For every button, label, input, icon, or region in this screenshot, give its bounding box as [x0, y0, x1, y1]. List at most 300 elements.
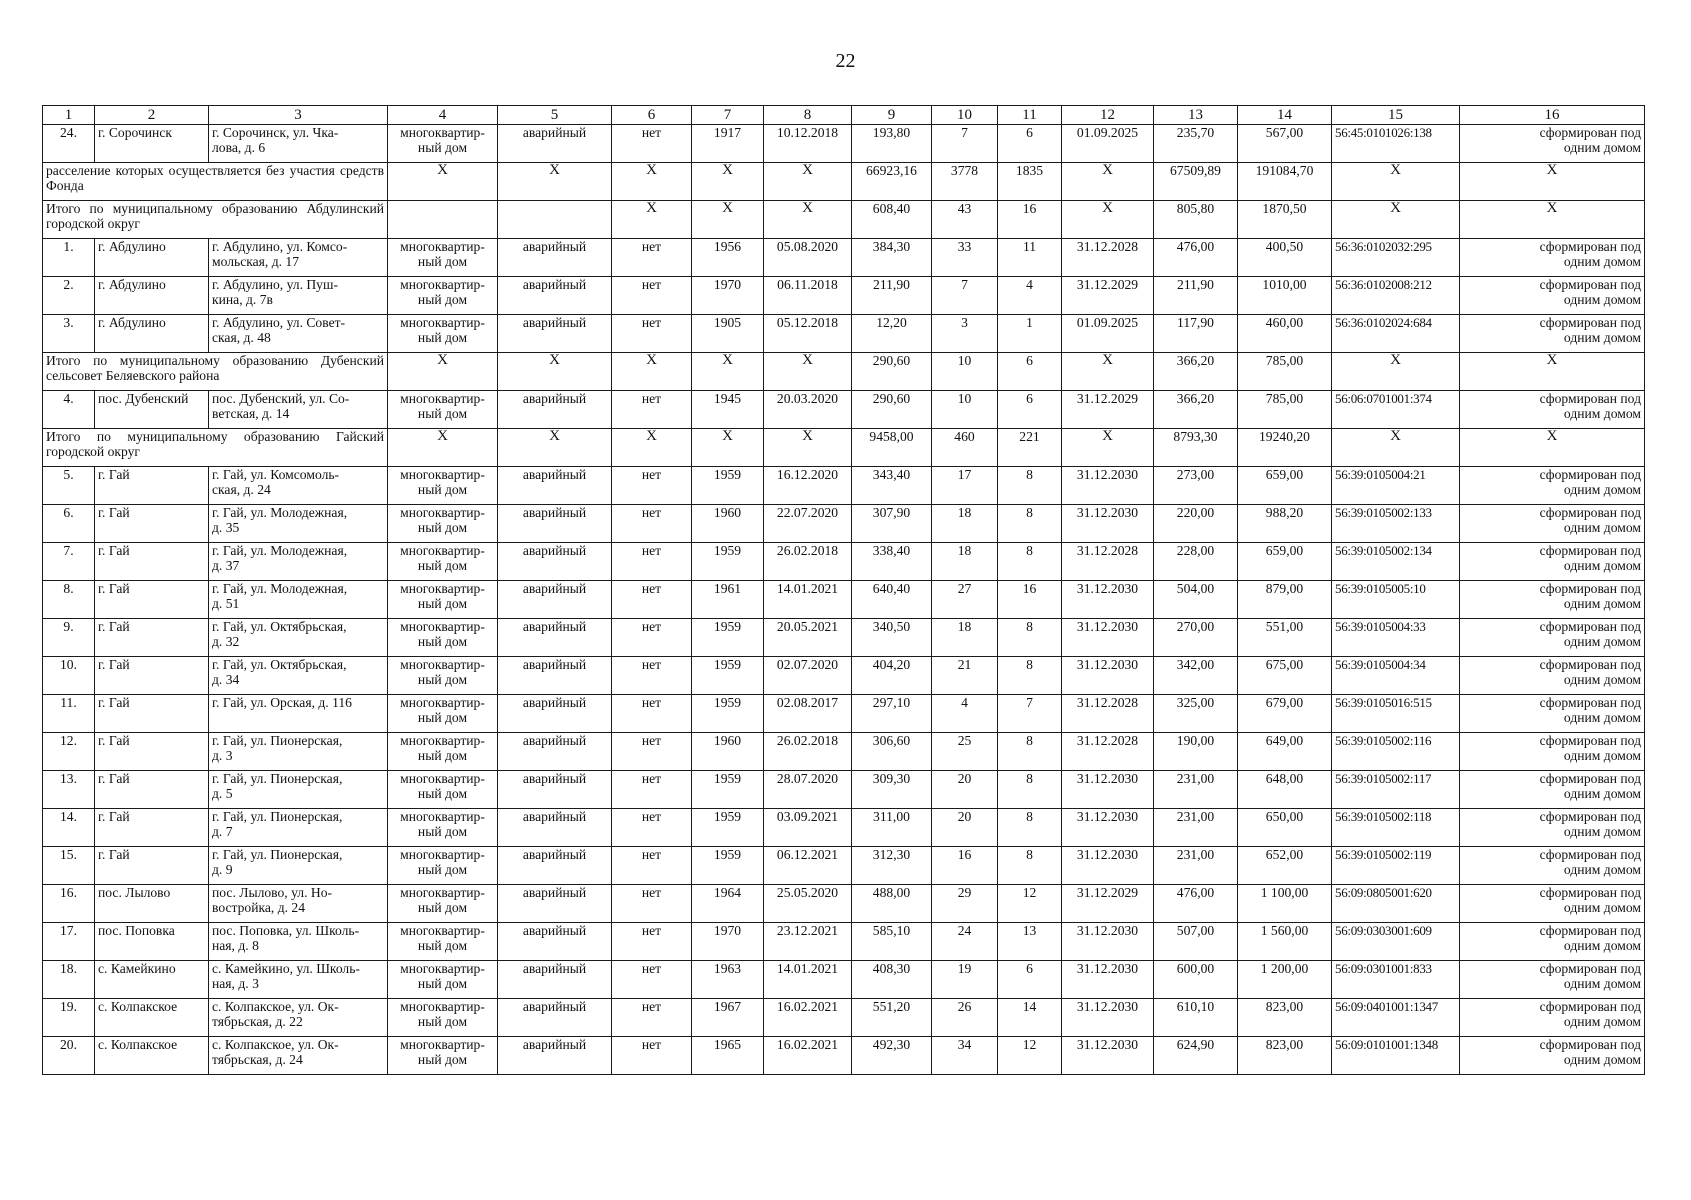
- x-mark: X: [612, 163, 692, 201]
- flag-cell: нет: [612, 391, 692, 429]
- address-cell: [209, 733, 388, 771]
- address-cell-line: с. Колпакское, ул. Ок-: [212, 1037, 339, 1052]
- planned-date-cell: 31.12.2030: [1062, 961, 1154, 999]
- status-cell: аварийный: [498, 657, 612, 695]
- table-row: [43, 239, 1645, 277]
- settlement-cell: г. Гай: [95, 505, 209, 543]
- house-type-cell: [388, 847, 498, 885]
- settlement-cell: г. Гай: [95, 581, 209, 619]
- x-mark: X: [1460, 201, 1645, 239]
- people-cell: 18: [932, 543, 998, 581]
- settlement-cell: пос. Дубенский: [95, 391, 209, 429]
- land-plot-result-cell-line: одним домом: [1563, 596, 1641, 611]
- subtotal-label: Итого по муниципальному образованию Абдулинский городской округ: [43, 201, 388, 239]
- address-cell-line: д. 3: [212, 748, 233, 763]
- year-cell: 1959: [692, 695, 764, 733]
- land-plot-result-cell-line: одним домом: [1563, 1052, 1641, 1067]
- settlement-cell: с. Колпакское: [95, 999, 209, 1037]
- address-cell-line: тябрьская, д. 24: [212, 1052, 303, 1067]
- year-cell: 1961: [692, 581, 764, 619]
- house-type-cell: [388, 809, 498, 847]
- year-cell: 1959: [692, 619, 764, 657]
- house-type-cell-line: ный дом: [417, 292, 468, 307]
- land-plot-result-cell-line: сформирован под: [1539, 885, 1641, 900]
- planned-date-cell: 31.12.2030: [1062, 619, 1154, 657]
- address-cell-line: ная, д. 3: [212, 976, 259, 991]
- status-cell: аварийный: [498, 847, 612, 885]
- cadastral-number-cell: 56:39:0105002:119: [1332, 847, 1460, 885]
- house-type-cell: [388, 467, 498, 505]
- table-row: [43, 125, 1645, 163]
- house-type-cell-line: ный дом: [417, 862, 468, 877]
- flag-cell: нет: [612, 543, 692, 581]
- flag-cell: нет: [612, 1037, 692, 1075]
- land-plot-result-cell: [1460, 543, 1645, 581]
- recognition-date-cell: 20.05.2021: [764, 619, 852, 657]
- house-type-cell: [388, 885, 498, 923]
- address-cell-line: г. Гай, ул. Молодежная,: [212, 543, 348, 558]
- settlement-cell: с. Камейкино: [95, 961, 209, 999]
- year-cell: 1959: [692, 847, 764, 885]
- settlement-cell: г. Гай: [95, 657, 209, 695]
- column-header: 2: [95, 106, 209, 125]
- cadastral-number-cell: 56:09:0805001:620: [1332, 885, 1460, 923]
- people-cell: 34: [932, 1037, 998, 1075]
- row-number: 10.: [43, 657, 95, 695]
- col13-cell: 117,90: [1154, 315, 1238, 353]
- col13-cell: 231,00: [1154, 847, 1238, 885]
- status-cell: аварийный: [498, 543, 612, 581]
- land-plot-result-cell-line: одним домом: [1563, 558, 1641, 573]
- column-header: 8: [764, 106, 852, 125]
- col14-cell: 649,00: [1238, 733, 1332, 771]
- status-cell: аварийный: [498, 505, 612, 543]
- land-plot-result-cell-line: сформирован под: [1539, 695, 1641, 710]
- table-row: [43, 695, 1645, 733]
- address-cell: [209, 125, 388, 163]
- subtotal-rooms: 221: [998, 429, 1062, 467]
- status-cell: аварийный: [498, 1037, 612, 1075]
- address-cell-line: ветская, д. 14: [212, 406, 290, 421]
- status-cell: аварийный: [498, 923, 612, 961]
- planned-date-cell: 01.09.2025: [1062, 315, 1154, 353]
- year-cell: 1959: [692, 809, 764, 847]
- year-cell: 1956: [692, 239, 764, 277]
- address-cell-line: ская, д. 24: [212, 482, 271, 497]
- recognition-date-cell: 26.02.2018: [764, 543, 852, 581]
- land-plot-result-cell-line: сформирован под: [1539, 961, 1641, 976]
- address-cell: [209, 695, 388, 733]
- x-mark: X: [764, 429, 852, 467]
- address-cell-line: востройка, д. 24: [212, 900, 306, 915]
- subtotal-row: [43, 163, 1645, 201]
- address-cell-line: д. 34: [212, 672, 240, 687]
- land-plot-result-cell-line: одним домом: [1563, 406, 1641, 421]
- recognition-date-cell: 23.12.2021: [764, 923, 852, 961]
- col14-cell: 988,20: [1238, 505, 1332, 543]
- col14-cell: 1 200,00: [1238, 961, 1332, 999]
- address-cell-line: г. Гай, ул. Пионерская,: [212, 771, 343, 786]
- people-cell: 24: [932, 923, 998, 961]
- land-plot-result-cell: [1460, 923, 1645, 961]
- status-cell: аварийный: [498, 391, 612, 429]
- address-cell-line: кина, д. 7в: [212, 292, 273, 307]
- subtotal-row: [43, 353, 1645, 391]
- recognition-date-cell: 16.02.2021: [764, 1037, 852, 1075]
- flag-cell: нет: [612, 239, 692, 277]
- area-cell: 384,30: [852, 239, 932, 277]
- flag-cell: нет: [612, 619, 692, 657]
- recognition-date-cell: 22.07.2020: [764, 505, 852, 543]
- rooms-cell: 11: [998, 239, 1062, 277]
- cadastral-number-cell: 56:06:0701001:374: [1332, 391, 1460, 429]
- address-cell: [209, 239, 388, 277]
- x-mark: X: [612, 429, 692, 467]
- planned-date-cell: 31.12.2030: [1062, 1037, 1154, 1075]
- cadastral-number-cell: 56:39:0105002:118: [1332, 809, 1460, 847]
- x-mark: X: [692, 163, 764, 201]
- people-cell: 4: [932, 695, 998, 733]
- people-cell: 29: [932, 885, 998, 923]
- house-type-cell-line: многоквартир-: [400, 391, 485, 406]
- year-cell: 1964: [692, 885, 764, 923]
- table-row: [43, 391, 1645, 429]
- land-plot-result-cell-line: одним домом: [1563, 786, 1641, 801]
- address-cell-line: ская, д. 48: [212, 330, 271, 345]
- rooms-cell: 8: [998, 771, 1062, 809]
- col13-cell: 624,90: [1154, 1037, 1238, 1075]
- people-cell: 26: [932, 999, 998, 1037]
- house-type-cell-line: ный дом: [417, 1014, 468, 1029]
- recognition-date-cell: 26.02.2018: [764, 733, 852, 771]
- subtotal-rooms: 1835: [998, 163, 1062, 201]
- address-cell-line: г. Гай, ул. Пионерская,: [212, 809, 343, 824]
- area-cell: 488,00: [852, 885, 932, 923]
- subtotal-col13: 805,80: [1154, 201, 1238, 239]
- land-plot-result-cell-line: одним домом: [1563, 748, 1641, 763]
- table-row: [43, 581, 1645, 619]
- address-cell-line: г. Гай, ул. Пионерская,: [212, 847, 343, 862]
- status-cell: аварийный: [498, 809, 612, 847]
- house-type-cell-line: многоквартир-: [400, 885, 485, 900]
- house-type-cell-line: ный дом: [417, 520, 468, 535]
- col13-cell: 211,90: [1154, 277, 1238, 315]
- year-cell: 1905: [692, 315, 764, 353]
- x-mark: X: [1332, 353, 1460, 391]
- cadastral-number-cell: 56:09:0101001:1348: [1332, 1037, 1460, 1075]
- address-cell-line: лова, д. 6: [212, 140, 266, 155]
- col13-cell: 610,10: [1154, 999, 1238, 1037]
- land-plot-result-cell-line: сформирован под: [1539, 999, 1641, 1014]
- empty-cell: [498, 201, 612, 239]
- address-cell: [209, 961, 388, 999]
- table-row: [43, 619, 1645, 657]
- cadastral-number-cell: 56:39:0105002:133: [1332, 505, 1460, 543]
- settlement-cell: г. Гай: [95, 467, 209, 505]
- land-plot-result-cell-line: сформирован под: [1539, 391, 1641, 406]
- row-number: 14.: [43, 809, 95, 847]
- land-plot-result-cell: [1460, 467, 1645, 505]
- house-type-cell: [388, 277, 498, 315]
- table-row: [43, 771, 1645, 809]
- column-header: 16: [1460, 106, 1645, 125]
- house-type-cell-line: ный дом: [417, 482, 468, 497]
- col13-cell: 366,20: [1154, 391, 1238, 429]
- status-cell: аварийный: [498, 695, 612, 733]
- address-cell-line: г. Абдулино, ул. Совет-: [212, 315, 346, 330]
- col14-cell: 659,00: [1238, 467, 1332, 505]
- subtotal-col14: 19240,20: [1238, 429, 1332, 467]
- address-cell: [209, 885, 388, 923]
- column-header: 13: [1154, 106, 1238, 125]
- land-plot-result-cell-line: сформирован под: [1539, 657, 1641, 672]
- flag-cell: нет: [612, 999, 692, 1037]
- subtotal-area: 608,40: [852, 201, 932, 239]
- house-type-cell-line: многоквартир-: [400, 657, 485, 672]
- address-cell-line: д. 9: [212, 862, 233, 877]
- year-cell: 1970: [692, 277, 764, 315]
- status-cell: аварийный: [498, 581, 612, 619]
- rooms-cell: 8: [998, 543, 1062, 581]
- rooms-cell: 6: [998, 125, 1062, 163]
- col14-cell: 1 100,00: [1238, 885, 1332, 923]
- land-plot-result-cell-line: одним домом: [1563, 254, 1641, 269]
- cadastral-number-cell: 56:36:0102024:684: [1332, 315, 1460, 353]
- x-mark: X: [1332, 163, 1460, 201]
- house-type-cell-line: ный дом: [417, 1052, 468, 1067]
- subtotal-col14: 191084,70: [1238, 163, 1332, 201]
- address-cell: [209, 619, 388, 657]
- area-cell: 290,60: [852, 391, 932, 429]
- table-row: [43, 885, 1645, 923]
- row-number: 18.: [43, 961, 95, 999]
- col13-cell: 476,00: [1154, 885, 1238, 923]
- column-header: 14: [1238, 106, 1332, 125]
- x-mark: X: [692, 429, 764, 467]
- address-cell: [209, 543, 388, 581]
- x-mark: X: [1460, 429, 1645, 467]
- cadastral-number-cell: 56:36:0102032:295: [1332, 239, 1460, 277]
- subtotal-col14: 785,00: [1238, 353, 1332, 391]
- house-type-cell: [388, 505, 498, 543]
- column-header: 1: [43, 106, 95, 125]
- house-type-cell: [388, 733, 498, 771]
- table-row: [43, 505, 1645, 543]
- area-cell: 492,30: [852, 1037, 932, 1075]
- col13-cell: 476,00: [1154, 239, 1238, 277]
- house-type-cell-line: многоквартир-: [400, 961, 485, 976]
- x-mark: X: [764, 163, 852, 201]
- area-cell: 408,30: [852, 961, 932, 999]
- year-cell: 1963: [692, 961, 764, 999]
- land-plot-result-cell-line: одним домом: [1563, 710, 1641, 725]
- address-cell-line: г. Гай, ул. Октябрьская,: [212, 657, 347, 672]
- col13-cell: 228,00: [1154, 543, 1238, 581]
- table-row: [43, 733, 1645, 771]
- house-type-cell-line: ный дом: [417, 254, 468, 269]
- row-number: 7.: [43, 543, 95, 581]
- row-number: 13.: [43, 771, 95, 809]
- address-cell-line: г. Гай, ул. Орская, д. 116: [212, 695, 352, 710]
- house-type-cell-line: многоквартир-: [400, 277, 485, 292]
- recognition-date-cell: 25.05.2020: [764, 885, 852, 923]
- people-cell: 18: [932, 505, 998, 543]
- recognition-date-cell: 05.08.2020: [764, 239, 852, 277]
- flag-cell: нет: [612, 771, 692, 809]
- recognition-date-cell: 16.02.2021: [764, 999, 852, 1037]
- col13-cell: 231,00: [1154, 809, 1238, 847]
- land-plot-result-cell-line: сформирован под: [1539, 923, 1641, 938]
- flag-cell: нет: [612, 277, 692, 315]
- house-type-cell: [388, 923, 498, 961]
- col14-cell: 785,00: [1238, 391, 1332, 429]
- col13-cell: 325,00: [1154, 695, 1238, 733]
- x-mark: X: [388, 429, 498, 467]
- col14-cell: 460,00: [1238, 315, 1332, 353]
- status-cell: аварийный: [498, 885, 612, 923]
- area-cell: 211,90: [852, 277, 932, 315]
- settlement-cell: г. Гай: [95, 543, 209, 581]
- subtotal-people: 460: [932, 429, 998, 467]
- land-plot-result-cell: [1460, 733, 1645, 771]
- people-cell: 20: [932, 809, 998, 847]
- recognition-date-cell: 02.07.2020: [764, 657, 852, 695]
- year-cell: 1959: [692, 467, 764, 505]
- x-mark: X: [1460, 353, 1645, 391]
- planned-date-cell: 31.12.2030: [1062, 809, 1154, 847]
- house-type-cell-line: ный дом: [417, 558, 468, 573]
- area-cell: 307,90: [852, 505, 932, 543]
- address-cell-line: пос. Дубенский, ул. Со-: [212, 391, 350, 406]
- year-cell: 1959: [692, 657, 764, 695]
- flag-cell: нет: [612, 657, 692, 695]
- house-type-cell: [388, 999, 498, 1037]
- address-cell-line: с. Камейкино, ул. Школь-: [212, 961, 360, 976]
- cadastral-number-cell: 56:09:0401001:1347: [1332, 999, 1460, 1037]
- status-cell: аварийный: [498, 315, 612, 353]
- planned-date-cell: 31.12.2028: [1062, 733, 1154, 771]
- subtotal-people: 43: [932, 201, 998, 239]
- house-type-cell-line: многоквартир-: [400, 1037, 485, 1052]
- x-mark: X: [388, 163, 498, 201]
- address-cell-line: д. 51: [212, 596, 240, 611]
- house-type-cell-line: ный дом: [417, 330, 468, 345]
- year-cell: 1959: [692, 543, 764, 581]
- area-cell: 343,40: [852, 467, 932, 505]
- x-mark: X: [388, 353, 498, 391]
- area-cell: 340,50: [852, 619, 932, 657]
- land-plot-result-cell-line: сформирован под: [1539, 619, 1641, 634]
- planned-date-cell: 31.12.2030: [1062, 923, 1154, 961]
- people-cell: 25: [932, 733, 998, 771]
- house-type-cell-line: ный дом: [417, 634, 468, 649]
- subtotal-label: Итого по муниципальному образованию Гайский городской округ: [43, 429, 388, 467]
- flag-cell: нет: [612, 885, 692, 923]
- table-row: [43, 467, 1645, 505]
- table-row: [43, 277, 1645, 315]
- address-cell-line: г. Абдулино, ул. Комсо-: [212, 239, 348, 254]
- flag-cell: нет: [612, 695, 692, 733]
- col13-cell: 190,00: [1154, 733, 1238, 771]
- row-number: 9.: [43, 619, 95, 657]
- area-cell: 585,10: [852, 923, 932, 961]
- planned-date-cell: 31.12.2029: [1062, 277, 1154, 315]
- planned-date-cell: 31.12.2030: [1062, 505, 1154, 543]
- col13-cell: 235,70: [1154, 125, 1238, 163]
- address-cell-line: тябрьская, д. 22: [212, 1014, 303, 1029]
- x-mark: X: [692, 353, 764, 391]
- flag-cell: нет: [612, 125, 692, 163]
- address-cell: [209, 277, 388, 315]
- house-type-cell-line: многоквартир-: [400, 315, 485, 330]
- x-mark: X: [498, 429, 612, 467]
- flag-cell: нет: [612, 581, 692, 619]
- recognition-date-cell: 06.11.2018: [764, 277, 852, 315]
- settlement-cell: с. Колпакское: [95, 1037, 209, 1075]
- house-type-cell-line: многоквартир-: [400, 239, 485, 254]
- subtotal-area: 66923,16: [852, 163, 932, 201]
- recognition-date-cell: 06.12.2021: [764, 847, 852, 885]
- column-header: 3: [209, 106, 388, 125]
- row-number: 3.: [43, 315, 95, 353]
- house-type-cell-line: ный дом: [417, 672, 468, 687]
- land-plot-result-cell: [1460, 999, 1645, 1037]
- land-plot-result-cell-line: одним домом: [1563, 824, 1641, 839]
- row-number: 12.: [43, 733, 95, 771]
- table-row: [43, 961, 1645, 999]
- land-plot-result-cell-line: одним домом: [1563, 140, 1641, 155]
- planned-date-cell: 31.12.2029: [1062, 885, 1154, 923]
- house-type-cell-line: многоквартир-: [400, 923, 485, 938]
- status-cell: аварийный: [498, 999, 612, 1037]
- land-plot-result-cell: [1460, 771, 1645, 809]
- rooms-cell: 12: [998, 1037, 1062, 1075]
- house-type-cell-line: ный дом: [417, 596, 468, 611]
- planned-date-cell: 31.12.2030: [1062, 657, 1154, 695]
- area-cell: 311,00: [852, 809, 932, 847]
- land-plot-result-cell: [1460, 505, 1645, 543]
- row-number: 20.: [43, 1037, 95, 1075]
- land-plot-result-cell-line: сформирован под: [1539, 125, 1641, 140]
- planned-date-cell: 31.12.2030: [1062, 999, 1154, 1037]
- address-cell: [209, 847, 388, 885]
- house-type-cell-line: ный дом: [417, 976, 468, 991]
- cadastral-number-cell: 56:39:0105002:134: [1332, 543, 1460, 581]
- cadastral-number-cell: 56:36:0102008:212: [1332, 277, 1460, 315]
- column-header: 5: [498, 106, 612, 125]
- rooms-cell: 4: [998, 277, 1062, 315]
- land-plot-result-cell: [1460, 657, 1645, 695]
- land-plot-result-cell-line: сформирован под: [1539, 1037, 1641, 1052]
- house-type-cell-line: многоквартир-: [400, 505, 485, 520]
- land-plot-result-cell: [1460, 581, 1645, 619]
- rooms-cell: 8: [998, 505, 1062, 543]
- house-type-cell-line: ный дом: [417, 824, 468, 839]
- col14-cell: 823,00: [1238, 1037, 1332, 1075]
- row-number: 11.: [43, 695, 95, 733]
- house-type-cell: [388, 771, 498, 809]
- col14-cell: 551,00: [1238, 619, 1332, 657]
- page-number: 22: [835, 50, 856, 72]
- col14-cell: 567,00: [1238, 125, 1332, 163]
- planned-date-cell: 31.12.2029: [1062, 391, 1154, 429]
- col13-cell: 342,00: [1154, 657, 1238, 695]
- address-cell: [209, 581, 388, 619]
- flag-cell: нет: [612, 961, 692, 999]
- people-cell: 27: [932, 581, 998, 619]
- col14-cell: 659,00: [1238, 543, 1332, 581]
- address-cell-line: мольская, д. 17: [212, 254, 300, 269]
